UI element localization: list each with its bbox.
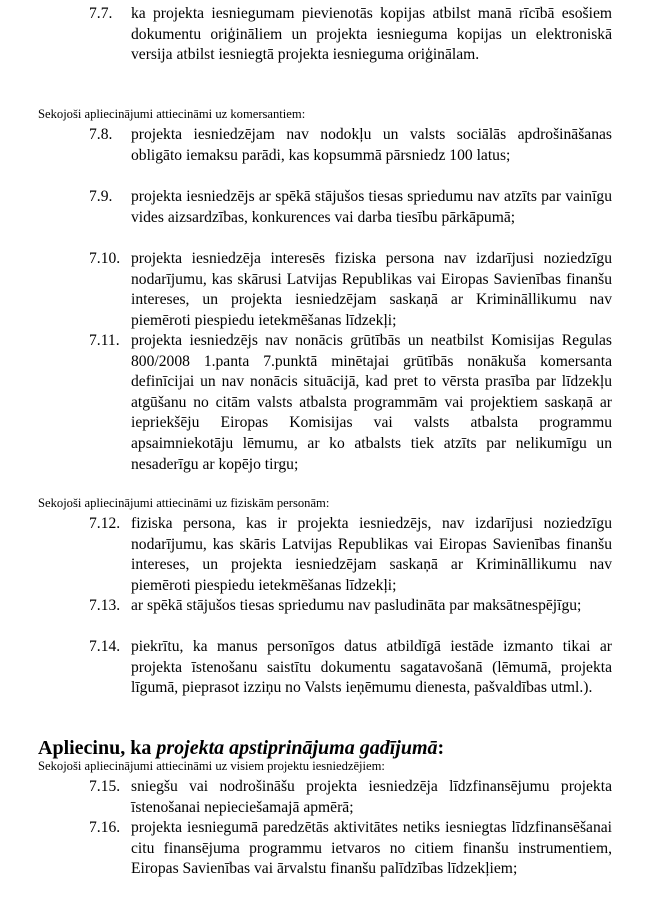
item-text: piekrītu, ka manus personīgos datus atbildīgā iestāde izmanto tikai ar projekta īstenošanu saistītu dokumentu sagatavošanā (lēmumā, projekta līgumā, pieprasot izziņu no Valsts ieņēmumu dienesta, pašvaldības utml.). — [131, 638, 612, 697]
item-text: projekta iesniedzēja interesēs fiziska persona nav izdarījusi noziedzīgu nodarījumu, kas skārusi Latvijas Republikas vai Eiropas Savienības finanšu intereses, un projekta iesniedzējam saskaņā ar Krimināllikumu nav piemēroti piespiedu ietekmēšanas līdzekļi; — [131, 250, 612, 329]
heading-suffix: : — [437, 737, 445, 759]
item-number: 7.13. — [89, 597, 121, 614]
list-item-7-8 — [89, 125, 612, 166]
item-text: ar spēkā stājušos tiesas spriedumu nav pasludināta par maksātnespējīgu; — [131, 597, 582, 614]
list-item-7-9 — [89, 187, 612, 228]
list-item-7-14 — [89, 637, 612, 699]
item-text: ka projekta iesniegumam pievienotās kopijas atbilst manā rīcībā esošiem dokumentu oriģināliem un projekta iesnieguma kopijas un elektroniskā versija atbilst iesniegtā projekta iesnieguma oriģinālam. — [131, 5, 612, 64]
section-label-komersanti: Sekojoši apliecinājumi attiecināmi uz komersantiem: — [38, 107, 306, 121]
list-item-7-13 — [89, 596, 612, 617]
list-item-7-11 — [89, 331, 612, 475]
item-text: sniegšu vai nodrošināšu projekta iesniedzēja līdzfinansējumu projekta īstenošanai nepieciešamajā apmērā; — [131, 778, 612, 816]
list-item-7-16 — [89, 818, 612, 880]
item-number: 7.16. — [89, 819, 121, 836]
list-item-7-10 — [89, 249, 612, 331]
item-number: 7.15. — [89, 778, 121, 795]
section-label-fiziskas: Sekojoši apliecinājumi attiecināmi uz fiziskām personām: — [38, 496, 330, 510]
item-text: projekta iesniedzējam nav nodokļu un valsts sociālās apdrošināšanas obligāto iemaksu parādi, kas kopsummā pārsniedz 100 latus; — [131, 126, 612, 164]
list-item-7-12 — [89, 514, 612, 596]
item-text: projekta iesniedzējs ar spēkā stājušos tiesas spriedumu nav atzīts par vainīgu vides aizsardzības, konkurences vai darba tiesību pārkāpumā; — [131, 188, 612, 226]
list-item-7-7 — [89, 4, 612, 66]
section-label-visi: Sekojoši apliecinājumi attiecināmi uz visiem projektu iesniedzējiem: — [38, 759, 385, 773]
item-text: projekta iesniedzējs nav nonācis grūtībās un neatbilst Komisijas Regulas 800/2008 1.panta 7.punktā minētajai grūtībās nonākuša komersanta definīcijai un nav nonācis situācijā, kad pret to vērsta prasība par līdzekļu atgūšanu no citām valsts atbalsta programmām vai projektiem saskaņā ar iepriekšēju Eiropas Komisijas vai valsts atbalsta programmu apsaimniekotāju lēmumu, ar ko atbalsts tiek atzīts par nelikumīgu un nesaderīgu ar kopējo tirgu; — [131, 332, 612, 473]
item-number: 7.7. — [89, 5, 113, 22]
item-number: 7.10. — [89, 250, 121, 267]
item-number: 7.9. — [89, 188, 113, 205]
item-text: projekta iesniegumā paredzētās aktivitātes netiks iesniegtas līdzfinansēšanai citu finansējuma programmu ietvaros no citiem finanšu instrumentiem, Eiropas Savienības vai ārvalstu finanšu palīdzības līdzekļiem; — [131, 819, 612, 878]
section-heading — [38, 736, 444, 760]
item-number: 7.12. — [89, 515, 121, 532]
heading-italic: projekta apstiprinājuma gadījumā — [156, 737, 438, 759]
list-item-7-15 — [89, 777, 612, 818]
item-number: 7.8. — [89, 126, 113, 143]
item-number: 7.14. — [89, 638, 121, 655]
heading-prefix: Apliecinu, ka — [38, 737, 157, 759]
item-number: 7.11. — [89, 332, 120, 349]
item-text: fiziska persona, kas ir projekta iesniedzējs, nav izdarījusi noziedzīgu nodarījumu, kas skāris Latvijas Republikas vai Eiropas Savienības finanšu intereses, un projekta iesniedzējam saskaņā ar Krimināllikumu nav piemēroti piespiedu ietekmēšanas līdzekļi; — [131, 515, 612, 594]
